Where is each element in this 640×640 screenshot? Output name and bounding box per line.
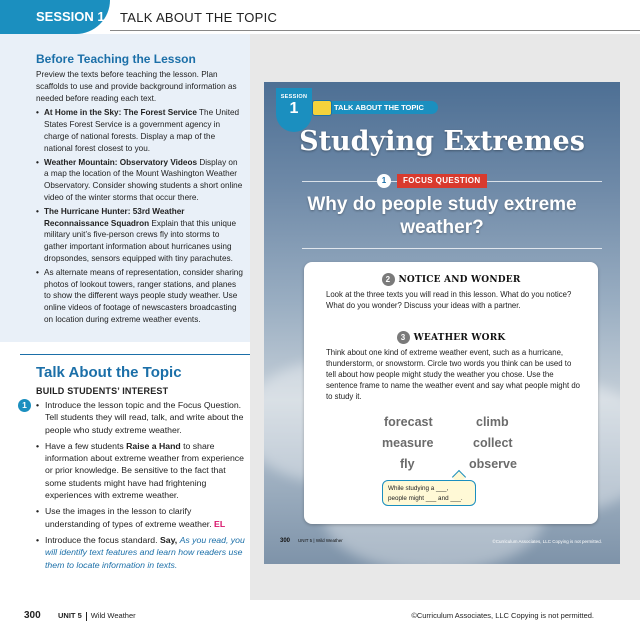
before-teaching-heading: Before Teaching the Lesson xyxy=(36,52,196,66)
student-page-image xyxy=(264,82,620,564)
section-rule xyxy=(20,354,250,355)
focus-question: Why do people study extreme weather? xyxy=(307,194,577,238)
word-fly[interactable]: fly xyxy=(400,457,415,471)
student-page-footer xyxy=(264,538,620,550)
notice-text: Look at the three texts you will read in this lesson. What do you notice? What do you wonder? Discuss your ideas with a partner. xyxy=(326,290,572,310)
notice-heading-text: NOTICE AND WONDER xyxy=(398,275,521,285)
say-script: As you read, you will identify text features and learn how readers use them to locate information in texts. xyxy=(45,534,245,570)
talk-subheading: BUILD STUDENTS’ INTEREST xyxy=(36,386,169,396)
teacher-notes-column xyxy=(0,34,250,600)
unit-label xyxy=(58,611,136,621)
header-title: TALK ABOUT THE TOPIC xyxy=(120,10,278,25)
page-footer xyxy=(0,600,640,640)
bullet-text: Introduce the lesson topic and the Focus Question. Tell students they will read, talk, and write about the people who study extreme weather. xyxy=(45,400,244,435)
focus-rule-bottom xyxy=(302,248,602,249)
mini-copyright: ©Curriculum Associates, LLC Copying is not permitted. xyxy=(492,539,602,544)
list-item xyxy=(36,267,244,326)
list-item xyxy=(36,399,246,436)
item-body: Display on a map the location of the Mount Washington Weather Observatory. Consider showing students a short online video of the winter storms that occur there. xyxy=(44,157,243,202)
focus-number-badge: 1 xyxy=(377,174,391,188)
notice-number-badge: 2 xyxy=(382,273,395,286)
bullet-text: Introduce the focus standard. xyxy=(45,534,160,545)
page-number: 300 xyxy=(24,610,41,621)
word-collect[interactable]: collect xyxy=(473,436,513,450)
item-title: At Home in the Sky: The Forest Service xyxy=(44,108,197,118)
sentence-frame xyxy=(382,480,476,506)
lesson-title: Studying Extremes xyxy=(299,126,585,157)
work-text: Think about one kind of extreme weather event, such as a hurricane, thunderstorm, or snowstorm. Circle two words you think can be used to tell about how people might study the weather you chose. Use the sentence frame to name the weather event and say what people might do to study it. xyxy=(326,348,580,401)
word-measure[interactable]: measure xyxy=(382,436,434,450)
speech-bubble-icon xyxy=(312,100,332,116)
before-teaching-list xyxy=(36,107,244,325)
list-item xyxy=(36,107,244,154)
word-forecast[interactable]: forecast xyxy=(384,415,433,429)
bullet-text: Use the images in the lesson to clarify understanding of types of extreme weather. xyxy=(45,506,212,529)
unit-divider xyxy=(86,612,87,621)
routine-name: Raise a Hand xyxy=(126,440,181,451)
topic-bar: TALK ABOUT THE TOPIC xyxy=(328,101,438,114)
work-heading-text: WEATHER WORK xyxy=(413,333,506,343)
work-number-badge: 3 xyxy=(397,331,410,344)
item-body: As alternate means of representation, consider sharing photos of lookout towers, ranger stations, and planes to show the different ways people study weather. Use online videos of footage of newscasters broadcasting on location during extreme weather events. xyxy=(44,267,243,324)
page-header xyxy=(0,0,640,34)
focus-question-label: FOCUS QUESTION xyxy=(397,174,487,188)
header-rule xyxy=(110,30,640,31)
mini-page-number: 300 xyxy=(280,538,291,544)
list-item xyxy=(36,505,246,530)
mini-unit-label: UNIT 5 | Wild Weather xyxy=(298,538,343,543)
copyright: ©Curriculum Associates, LLC Copying is not permitted. xyxy=(411,611,594,620)
notice-heading xyxy=(304,273,598,286)
step-number-badge: 1 xyxy=(18,399,31,412)
unit-title: Wild Weather xyxy=(90,611,136,620)
word-climb[interactable]: climb xyxy=(476,415,509,429)
activity-card xyxy=(304,262,598,524)
session-badge-label: SESSION xyxy=(280,94,308,100)
session-badge-number: 1 xyxy=(289,100,299,117)
session-tab: SESSION 1 xyxy=(0,0,110,34)
talk-list xyxy=(36,399,246,575)
say-label: Say, xyxy=(159,534,178,545)
unit-number: UNIT 5 xyxy=(58,611,82,620)
bullet-text: to share information about extreme weather from experience or prior knowledge. Be sensitive to the fact that some students might have had frightening experiences with extreme weather. xyxy=(45,440,244,501)
item-body: Explain that this unique military unit’s five-person crews fly into storms to gather important information about hurricanes using dropsondes, sensors equipped with tiny parachutes. xyxy=(44,218,237,263)
item-body: The United States Forest Service is a government agency in charge of national forests. Display a map of the national forest closest to you. xyxy=(44,108,240,153)
sentence-frame-line2: people might ___ and ___. xyxy=(388,495,463,502)
item-title: The Hurricane Hunter: 53rd Weather Reconnaissance Squadron xyxy=(44,206,185,228)
work-heading xyxy=(304,331,598,344)
sentence-frame-line1: While studying a ___, xyxy=(388,485,449,492)
before-teaching-panel xyxy=(0,34,250,342)
list-item xyxy=(36,206,244,265)
word-observe[interactable]: observe xyxy=(469,457,517,471)
list-item xyxy=(36,440,246,501)
el-badge: EL xyxy=(214,518,226,529)
list-item xyxy=(36,157,244,204)
talk-heading: Talk About the Topic xyxy=(36,364,182,381)
bullet-text: Have a few students xyxy=(45,440,127,451)
item-title: Weather Mountain: Observatory Videos xyxy=(44,157,198,167)
list-item xyxy=(36,534,246,571)
before-teaching-intro: Preview the texts before teaching the lesson. Plan scaffolds to use and provide background information as needed before reading each text. xyxy=(36,70,237,103)
